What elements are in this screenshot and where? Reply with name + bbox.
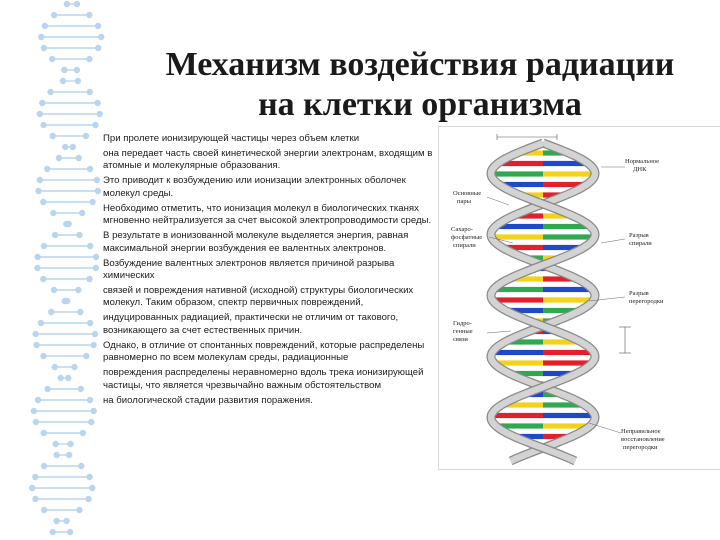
label-helix-break-2: спирали — [629, 240, 652, 247]
side-helix-node — [76, 232, 82, 238]
side-helix-node — [89, 485, 95, 491]
side-helix-node — [53, 518, 59, 524]
side-helix-node — [87, 397, 93, 403]
side-helix-node — [42, 23, 48, 29]
side-helix-node — [85, 496, 91, 502]
side-helix-node — [37, 111, 43, 117]
side-helix-node — [56, 155, 62, 161]
label-normal-dna-2: ДНК — [633, 166, 647, 173]
paragraph-7: связей и повреждения нативной (исходной) структуры биологических молекул. Таким образом, спектр первичных повреждений, — [103, 285, 414, 309]
label-normal-dna-1: Нормальное — [625, 158, 660, 165]
pointer-base-pairs — [487, 197, 509, 205]
label-sugar-phosphate-1: Сахаро- — [451, 226, 473, 233]
side-helix-node — [78, 386, 84, 392]
side-helix-node — [95, 188, 101, 194]
side-helix-node — [75, 287, 81, 293]
paragraph-2: она передает часть своей кинетической энергии электронам, входящим в атомные и молекулярные образования. — [103, 148, 433, 172]
side-helix-node — [86, 276, 92, 282]
side-helix-node — [51, 12, 57, 18]
side-helix-node — [51, 287, 57, 293]
pointer-helix-break — [601, 239, 625, 243]
label-repaired-1: Неправильное — [621, 428, 661, 435]
side-helix-node — [63, 518, 69, 524]
side-helix-node — [38, 34, 44, 40]
side-helix-node — [71, 364, 77, 370]
label-repaired-2: восстановление — [621, 436, 665, 443]
paragraph-3: Это приводит к возбуждению или ионизации электронных оболочек молекул среды. — [103, 175, 406, 199]
paragraph-1: При пролете ионизирующей частицы через объем клетки — [103, 133, 360, 144]
side-helix-node — [74, 1, 80, 7]
side-helix-node — [33, 342, 39, 348]
side-helix-node — [89, 199, 95, 205]
side-helix-node — [32, 331, 38, 337]
side-helix-node — [49, 529, 55, 535]
side-helix-node — [35, 397, 41, 403]
side-helix-node — [40, 276, 46, 282]
side-helix-node — [70, 144, 76, 150]
side-helix-node — [79, 210, 85, 216]
side-helix-node — [50, 210, 56, 216]
side-helix-node — [44, 386, 50, 392]
side-helix-node — [62, 144, 68, 150]
label-crosslink-break-2: перегородки — [629, 298, 664, 305]
side-helix-node — [90, 342, 96, 348]
side-helix-node — [74, 67, 80, 73]
paragraph-10: повреждения распределены неравномерно вдоль трека ионизирующей частицы, что является чрезвычайно важным обстоятельством — [103, 367, 424, 391]
side-helix-node — [64, 1, 70, 7]
label-hydrogen-bonds-3: связи — [453, 336, 468, 343]
side-helix-node — [52, 232, 58, 238]
side-helix-node — [39, 100, 45, 106]
side-helix-node — [94, 177, 100, 183]
base-pair-half — [543, 171, 595, 176]
paragraph-6: Возбуждение валентных электронов является причиной разрыва химических — [103, 257, 395, 282]
side-helix-node — [47, 89, 53, 95]
title-line-1: Механизм воздействия радиации — [165, 45, 675, 83]
side-helix-node — [98, 34, 104, 40]
side-helix-node — [31, 408, 37, 414]
side-helix-node — [88, 419, 94, 425]
side-helix-node — [76, 507, 82, 513]
side-helix-node — [86, 56, 92, 62]
side-helix-node — [87, 243, 93, 249]
label-base-pairs-1: Основные — [453, 190, 482, 197]
paragraph-8: индуцированных радиацией, практически не отличим от такового, возникающего за счет естественных причин. — [103, 312, 399, 336]
side-helix-node — [32, 474, 38, 480]
side-helix-node — [87, 89, 93, 95]
side-helix-node — [49, 56, 55, 62]
base-pair-half — [543, 413, 595, 418]
slide-title — [120, 45, 720, 125]
side-helix-node — [80, 430, 86, 436]
paragraph-11: на биологической стадии развития поражения. — [103, 394, 313, 406]
side-helix-node — [91, 408, 97, 414]
side-helix-node — [65, 375, 71, 381]
label-base-pairs-2: пары — [457, 198, 471, 205]
side-helix-node — [41, 463, 47, 469]
base-pair-half — [491, 171, 543, 176]
label-hydrogen-bonds-1: Гидро- — [453, 320, 472, 327]
side-helix-node — [34, 254, 40, 260]
body-text — [103, 133, 433, 410]
side-helix-node — [44, 166, 50, 172]
base-pair-half — [492, 350, 543, 355]
side-helix-node — [67, 441, 73, 447]
side-helix-node — [29, 485, 35, 491]
label-crosslink-break-1: Разрыв — [629, 290, 649, 297]
label-hydrogen-bonds-2: генные — [453, 328, 473, 335]
side-helix-node — [63, 221, 69, 227]
side-helix-node — [87, 166, 93, 172]
side-helix-node — [57, 375, 63, 381]
side-helix-node — [95, 23, 101, 29]
side-helix-node — [61, 67, 67, 73]
side-helix-node — [83, 133, 89, 139]
side-helix-node — [48, 309, 54, 315]
paragraph-4: Необходимо отметить, что ионизация молекул в биологических тканях мгновенно нейтрализуется за счет высокой электропроводимости среды. — [103, 202, 432, 227]
side-helix-node — [75, 78, 81, 84]
side-helix-node — [83, 353, 89, 359]
base-pair-half — [543, 350, 594, 355]
side-helix-node — [60, 78, 66, 84]
side-helix-node — [92, 122, 98, 128]
side-helix-node — [53, 452, 59, 458]
side-helix-node — [41, 45, 47, 51]
side-helix-node — [34, 265, 40, 271]
side-helix-node — [93, 254, 99, 260]
side-helix-node — [40, 122, 46, 128]
side-helix-node — [92, 331, 98, 337]
paragraph-9: Однако, в отличие от спонтанных повреждений, которые распределены равномерно по всем молекулам среды, радиационные — [103, 339, 425, 364]
base-pair-half — [543, 234, 595, 239]
side-helix-node — [66, 452, 72, 458]
side-helix-node — [41, 243, 47, 249]
dna-helix-diagram — [439, 127, 720, 469]
side-helix-node — [86, 12, 92, 18]
side-helix-node — [87, 320, 93, 326]
side-helix-node — [40, 353, 46, 359]
side-helix-node — [67, 529, 73, 535]
side-helix-node — [32, 496, 38, 502]
side-helix-node — [96, 111, 102, 117]
side-helix-node — [35, 188, 41, 194]
label-repaired-3: перегородки — [623, 444, 658, 451]
side-helix-node — [86, 474, 92, 480]
title-line-2: на клетки организма — [258, 85, 582, 123]
dna-damage-figure — [438, 126, 720, 470]
side-helix-node — [62, 298, 68, 304]
side-helix-node — [41, 507, 47, 513]
side-helix-node — [52, 441, 58, 447]
pointer-hydrogen-bonds — [487, 331, 511, 333]
paragraph-5: В результате в ионизованной молекуле выделяется энергия, равная максимальной энергии возбуждения ее валентных электронов. — [103, 230, 409, 254]
label-sugar-phosphate-2: фосфатные — [451, 234, 483, 241]
base-pair-half — [491, 234, 543, 239]
side-helix-node — [94, 100, 100, 106]
label-helix-break-1: Разрыв — [629, 232, 649, 239]
side-helix-node — [52, 364, 58, 370]
side-helix-node — [95, 45, 101, 51]
side-helix-node — [49, 133, 55, 139]
side-helix-node — [33, 419, 39, 425]
side-helix-node — [93, 265, 99, 271]
side-helix-node — [76, 155, 82, 161]
side-helix-node — [78, 463, 84, 469]
side-helix-node — [38, 320, 44, 326]
side-helix-node — [77, 309, 83, 315]
side-helix-node — [37, 177, 43, 183]
side-helix-node — [41, 430, 47, 436]
base-pair-half — [491, 413, 543, 418]
side-helix-node — [40, 199, 46, 205]
label-sugar-phosphate-3: спирали — [453, 242, 476, 249]
